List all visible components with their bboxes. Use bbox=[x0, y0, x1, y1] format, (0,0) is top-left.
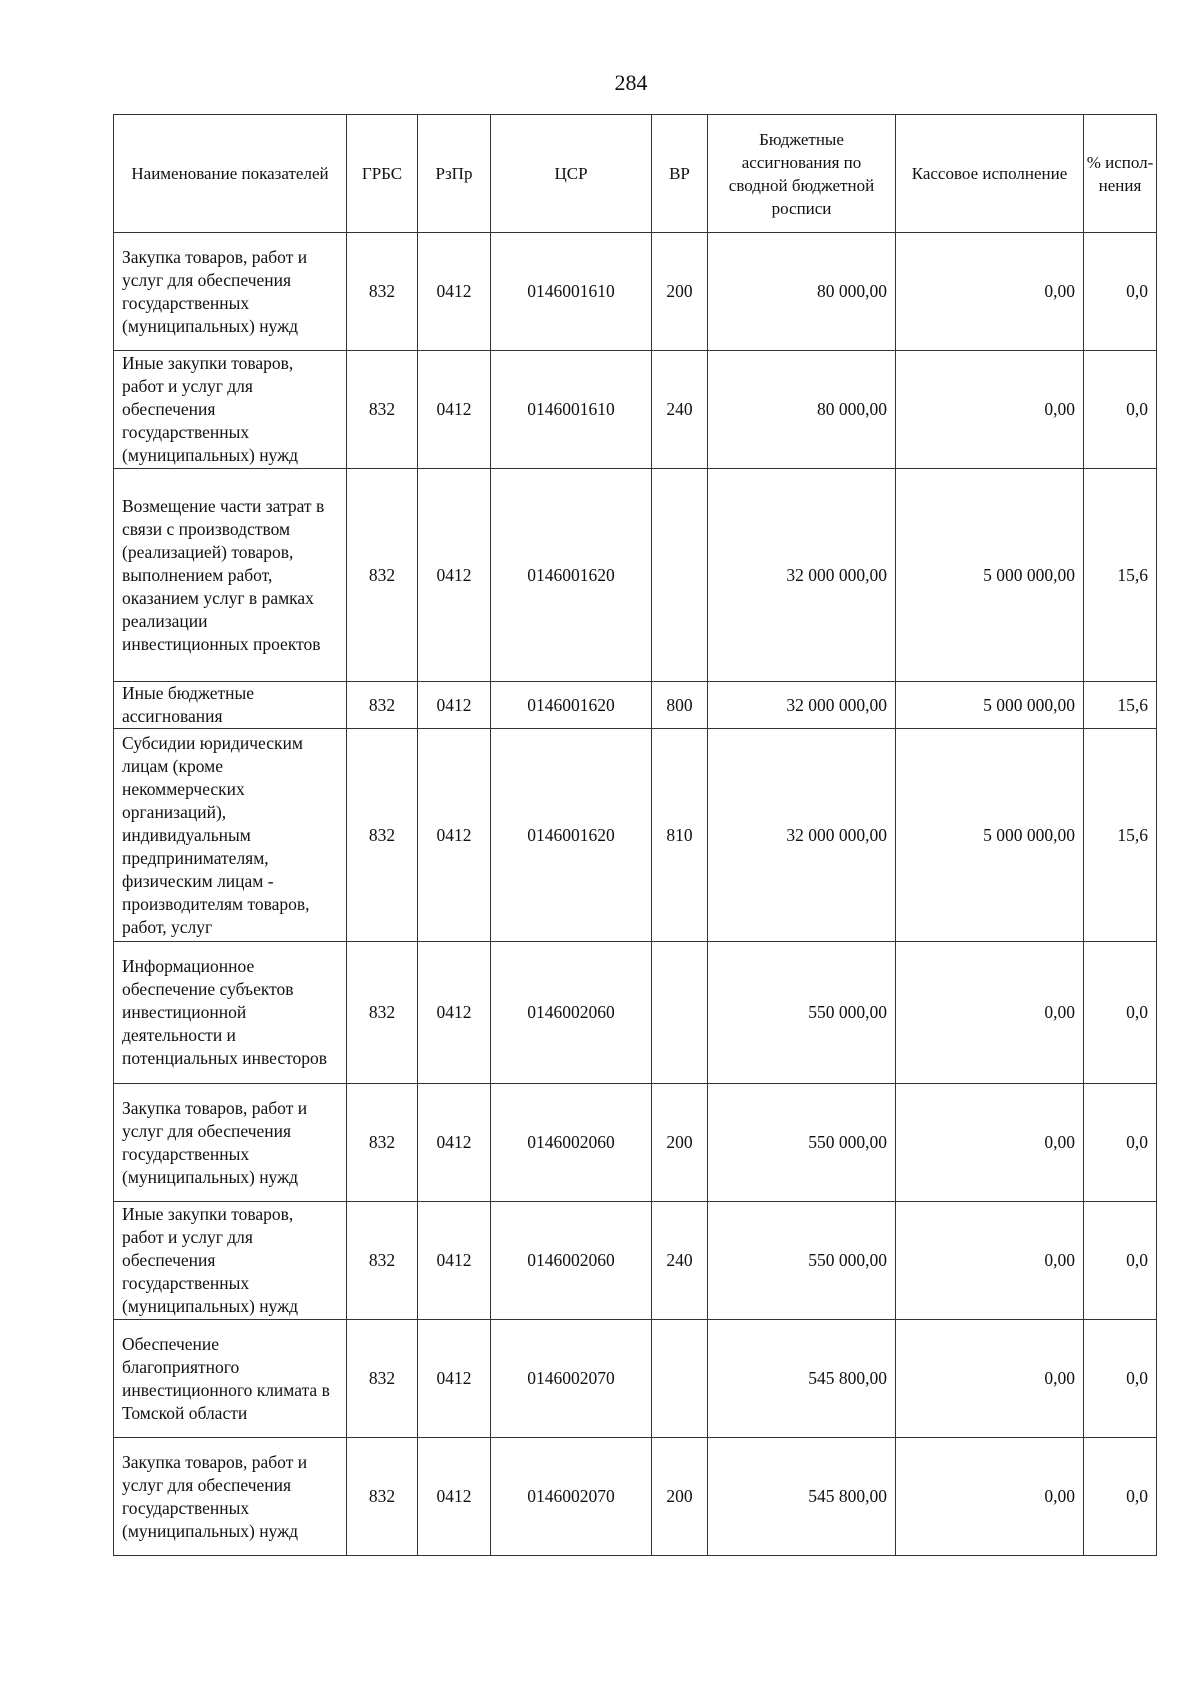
row-grbs: 832 bbox=[347, 469, 418, 682]
row-name: Закупка товаров, работ и услуг для обеспечения государственных (муниципальных) нужд bbox=[114, 233, 347, 351]
table-row bbox=[114, 233, 1157, 351]
row-grbs: 832 bbox=[347, 1084, 418, 1202]
row-name: Иные закупки товаров, работ и услуг для обеспечения государственных (муниципальных) нужд bbox=[114, 1202, 347, 1320]
header-grbs: ГРБС bbox=[347, 115, 418, 233]
page-number: 284 bbox=[614, 70, 648, 95]
row-budget: 545 800,00 bbox=[708, 1438, 896, 1556]
row-vr: 200 bbox=[652, 1438, 708, 1556]
row-csr: 0146001610 bbox=[491, 233, 652, 351]
row-vr bbox=[652, 942, 708, 1084]
table-row bbox=[114, 682, 1157, 729]
row-name: Субсидии юридическим лицам (кроме некоммерческих организаций), индивидуальным предпринимателям, физическим лицам - производителям товаров, работ, услуг bbox=[114, 729, 347, 942]
header-vr: ВР bbox=[652, 115, 708, 233]
row-rzpr: 0412 bbox=[418, 682, 491, 729]
row-csr: 0146002070 bbox=[491, 1320, 652, 1438]
row-cash: 0,00 bbox=[896, 1438, 1084, 1556]
table-row bbox=[114, 942, 1157, 1084]
header-percent: % испол-нения bbox=[1084, 115, 1157, 233]
row-name: Возмещение части затрат в связи с производством (реализацией) товаров, выполнением работ, оказанием услуг в рамках реализации инвестиционных проектов bbox=[114, 469, 347, 682]
budget-execution-table bbox=[113, 114, 1157, 1556]
row-budget: 550 000,00 bbox=[708, 942, 896, 1084]
row-cash: 5 000 000,00 bbox=[896, 469, 1084, 682]
row-percent: 0,0 bbox=[1084, 233, 1157, 351]
row-budget: 80 000,00 bbox=[708, 351, 896, 469]
row-grbs: 832 bbox=[347, 351, 418, 469]
row-vr: 200 bbox=[652, 233, 708, 351]
table-row bbox=[114, 1438, 1157, 1556]
row-cash: 0,00 bbox=[896, 1202, 1084, 1320]
row-rzpr: 0412 bbox=[418, 469, 491, 682]
row-rzpr: 0412 bbox=[418, 729, 491, 942]
row-name: Закупка товаров, работ и услуг для обеспечения государственных (муниципальных) нужд bbox=[114, 1084, 347, 1202]
row-vr: 200 bbox=[652, 1084, 708, 1202]
row-name: Иные закупки товаров, работ и услуг для обеспечения государственных (муниципальных) нужд bbox=[114, 351, 347, 469]
row-rzpr: 0412 bbox=[418, 1320, 491, 1438]
row-cash: 0,00 bbox=[896, 1084, 1084, 1202]
table-row bbox=[114, 1320, 1157, 1438]
row-name: Обеспечение благоприятного инвестиционного климата в Томской области bbox=[114, 1320, 347, 1438]
header-csr: ЦСР bbox=[491, 115, 652, 233]
row-budget: 32 000 000,00 bbox=[708, 469, 896, 682]
row-rzpr: 0412 bbox=[418, 233, 491, 351]
table-row bbox=[114, 1202, 1157, 1320]
row-budget: 550 000,00 bbox=[708, 1202, 896, 1320]
row-budget: 32 000 000,00 bbox=[708, 729, 896, 942]
row-grbs: 832 bbox=[347, 942, 418, 1084]
row-budget: 545 800,00 bbox=[708, 1320, 896, 1438]
row-grbs: 832 bbox=[347, 1438, 418, 1556]
row-csr: 0146002070 bbox=[491, 1438, 652, 1556]
row-percent: 0,0 bbox=[1084, 1202, 1157, 1320]
row-grbs: 832 bbox=[347, 682, 418, 729]
row-rzpr: 0412 bbox=[418, 1084, 491, 1202]
row-csr: 0146001620 bbox=[491, 682, 652, 729]
header-rzpr: РзПр bbox=[418, 115, 491, 233]
row-grbs: 832 bbox=[347, 729, 418, 942]
row-percent: 0,0 bbox=[1084, 1320, 1157, 1438]
row-vr bbox=[652, 1320, 708, 1438]
row-budget: 80 000,00 bbox=[708, 233, 896, 351]
row-budget: 550 000,00 bbox=[708, 1084, 896, 1202]
row-vr bbox=[652, 469, 708, 682]
table-row bbox=[114, 351, 1157, 469]
row-percent: 0,0 bbox=[1084, 942, 1157, 1084]
row-cash: 0,00 bbox=[896, 942, 1084, 1084]
row-name: Закупка товаров, работ и услуг для обеспечения государственных (муниципальных) нужд bbox=[114, 1438, 347, 1556]
row-percent: 0,0 bbox=[1084, 351, 1157, 469]
row-grbs: 832 bbox=[347, 1320, 418, 1438]
row-name: Иные бюджетные ассигнования bbox=[114, 682, 347, 729]
table-row bbox=[114, 1084, 1157, 1202]
row-rzpr: 0412 bbox=[418, 1202, 491, 1320]
row-percent: 15,6 bbox=[1084, 729, 1157, 942]
header-budget: Бюджетные ассигнования по сводной бюджетной росписи bbox=[708, 115, 896, 233]
header-cash: Кассовое исполнение bbox=[896, 115, 1084, 233]
row-csr: 0146002060 bbox=[491, 942, 652, 1084]
row-csr: 0146001620 bbox=[491, 469, 652, 682]
row-percent: 0,0 bbox=[1084, 1084, 1157, 1202]
row-rzpr: 0412 bbox=[418, 351, 491, 469]
row-cash: 0,00 bbox=[896, 351, 1084, 469]
row-csr: 0146001610 bbox=[491, 351, 652, 469]
row-cash: 5 000 000,00 bbox=[896, 682, 1084, 729]
row-vr: 240 bbox=[652, 351, 708, 469]
row-percent: 0,0 bbox=[1084, 1438, 1157, 1556]
row-csr: 0146002060 bbox=[491, 1202, 652, 1320]
row-cash: 5 000 000,00 bbox=[896, 729, 1084, 942]
header-name: Наименование показателей bbox=[114, 115, 347, 233]
row-csr: 0146001620 bbox=[491, 729, 652, 942]
row-cash: 0,00 bbox=[896, 233, 1084, 351]
row-vr: 240 bbox=[652, 1202, 708, 1320]
row-budget: 32 000 000,00 bbox=[708, 682, 896, 729]
row-grbs: 832 bbox=[347, 233, 418, 351]
table-row bbox=[114, 469, 1157, 682]
row-rzpr: 0412 bbox=[418, 1438, 491, 1556]
row-grbs: 832 bbox=[347, 1202, 418, 1320]
row-name: Информационное обеспечение субъектов инвестиционной деятельности и потенциальных инвесторов bbox=[114, 942, 347, 1084]
row-vr: 800 bbox=[652, 682, 708, 729]
row-csr: 0146002060 bbox=[491, 1084, 652, 1202]
row-percent: 15,6 bbox=[1084, 682, 1157, 729]
row-rzpr: 0412 bbox=[418, 942, 491, 1084]
row-percent: 15,6 bbox=[1084, 469, 1157, 682]
header-row bbox=[114, 115, 1157, 233]
row-vr: 810 bbox=[652, 729, 708, 942]
row-cash: 0,00 bbox=[896, 1320, 1084, 1438]
table-row bbox=[114, 729, 1157, 942]
